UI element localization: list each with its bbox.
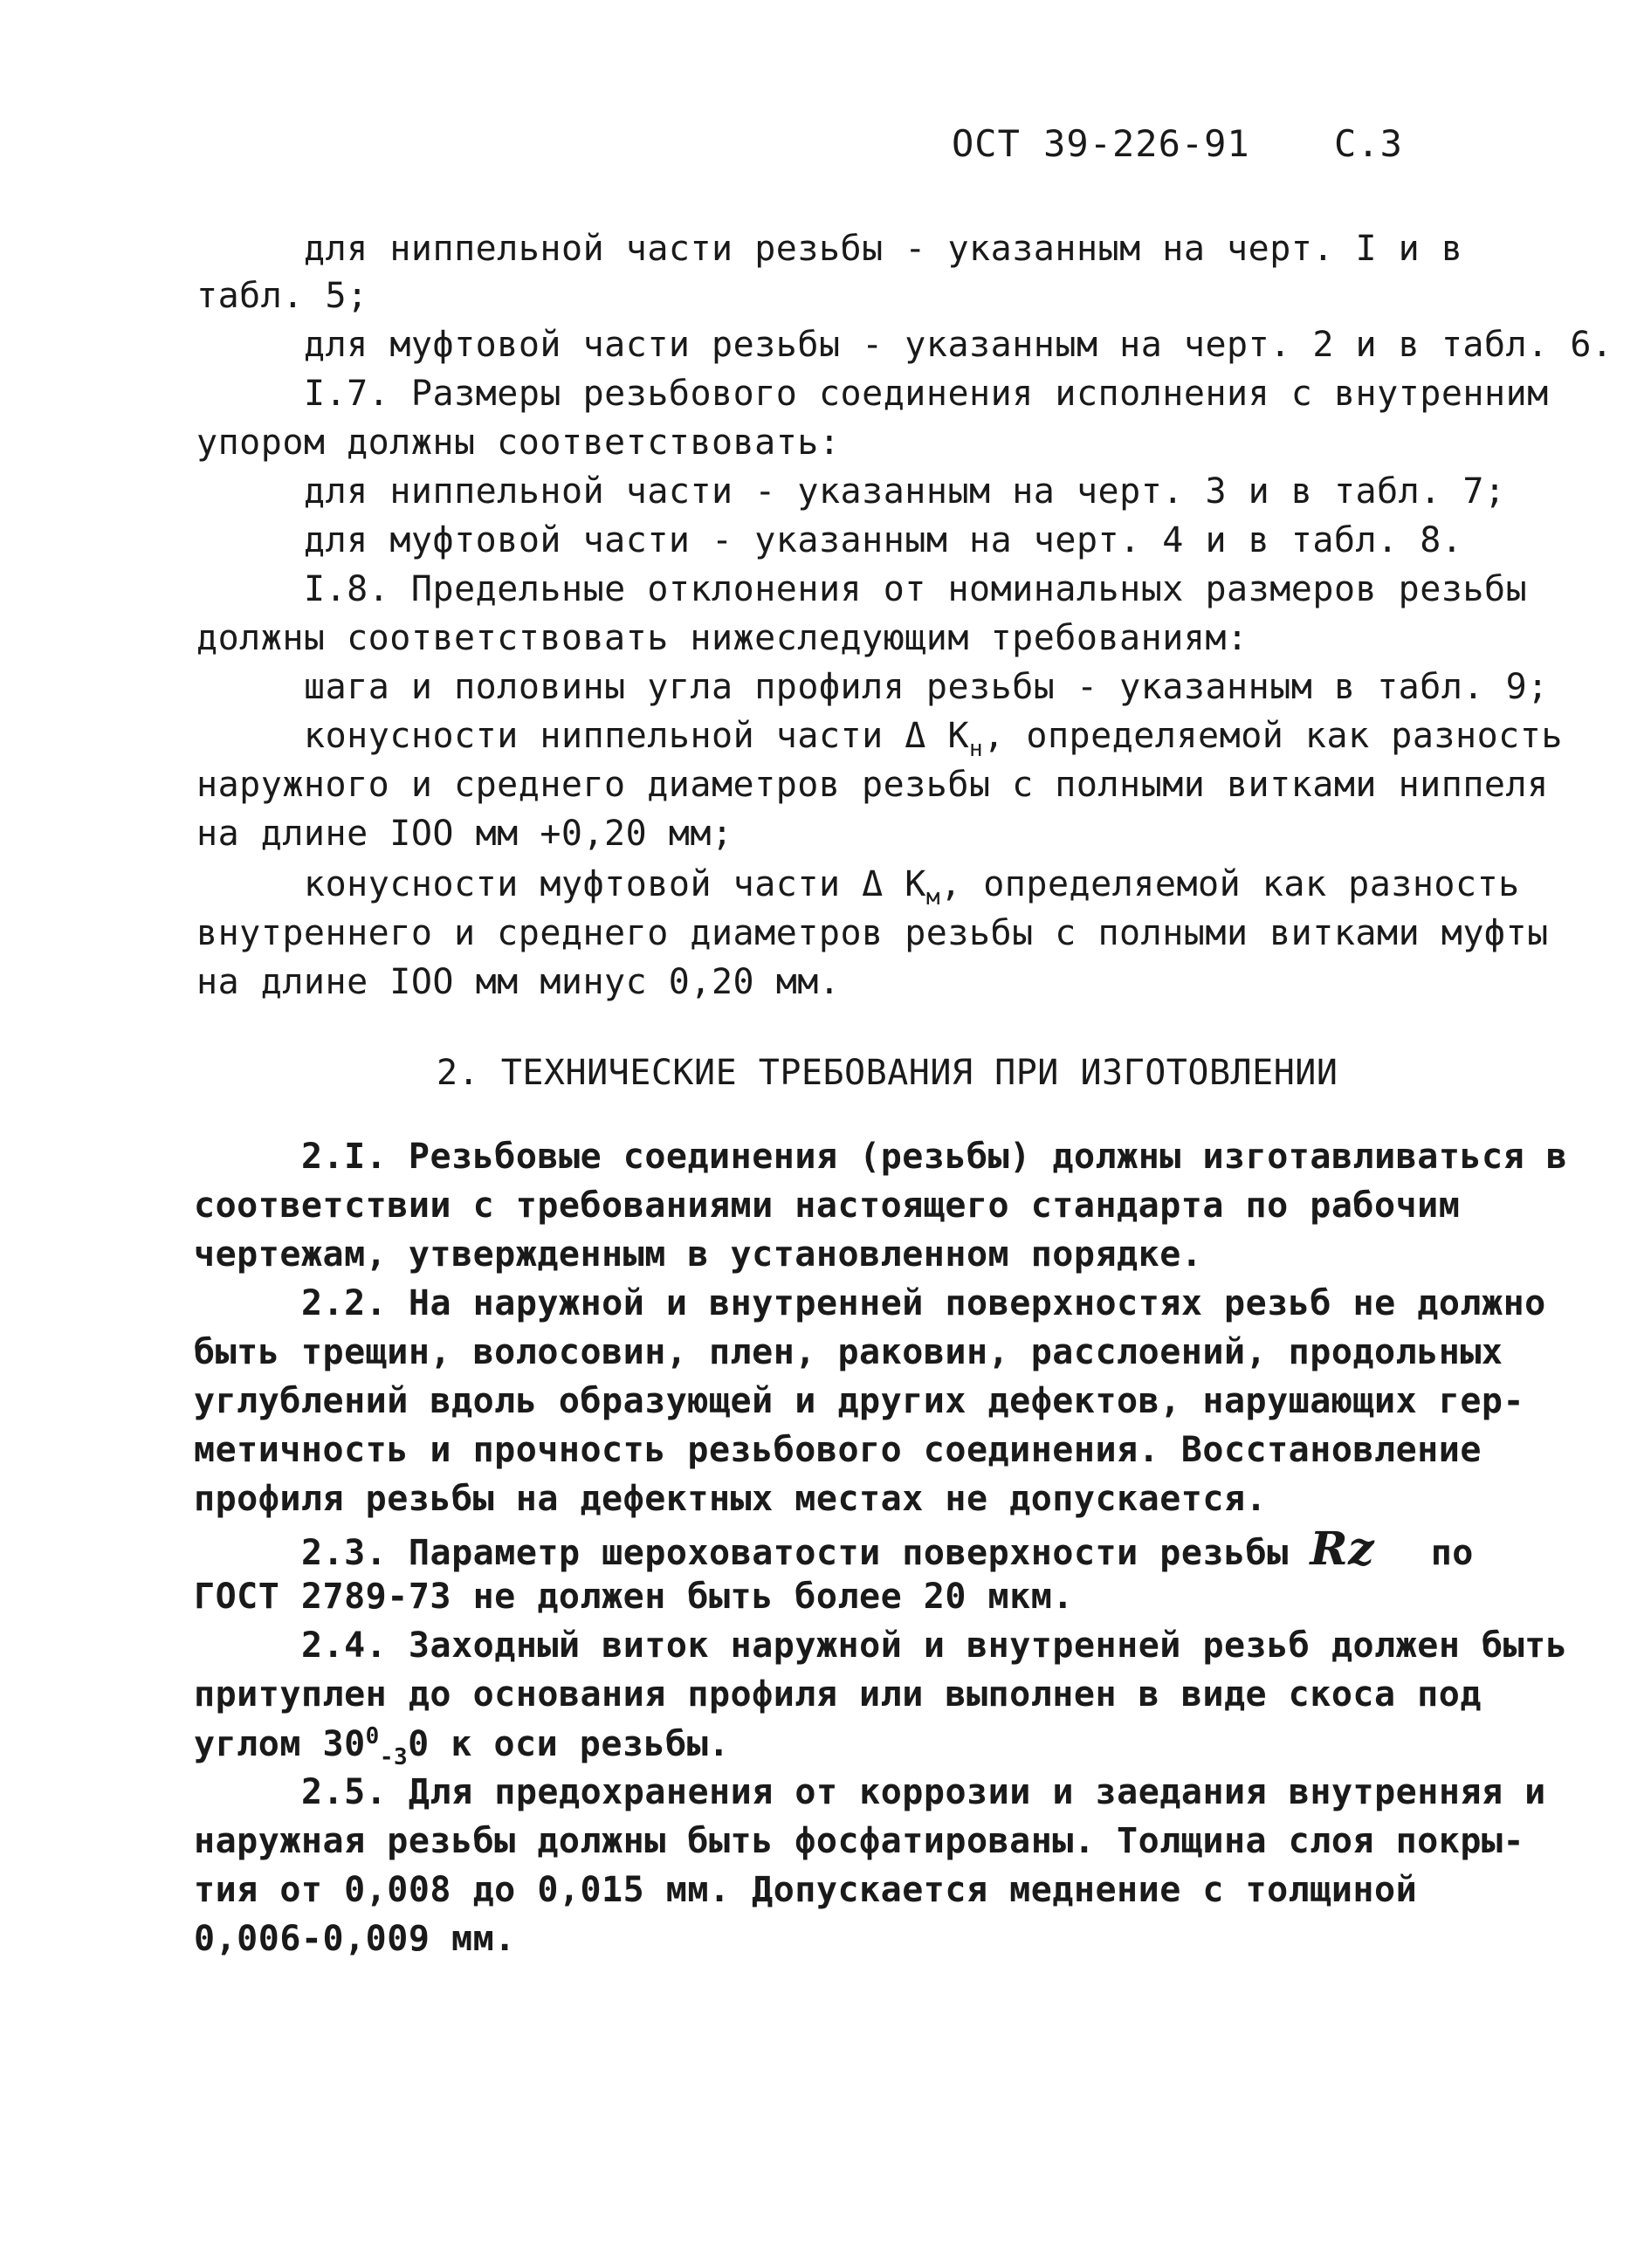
text-line: для муфтовой части резьбы - указанным на черт. 2 и в табл. 6. — [304, 325, 1613, 365]
text-line: табл. 5; — [196, 276, 368, 316]
section-heading: 2. ТЕХНИЧЕСКИЕ ТРЕБОВАНИЯ ПРИ ИЗГОТОВЛЕНИИ — [437, 1053, 1338, 1093]
page-number: С.3 — [1334, 122, 1403, 165]
text-line: I.8. Предельные отклонения от номинальных размеров резьбы — [304, 569, 1528, 609]
text-line: профиля резьбы на дефектных местах не допускается. — [194, 1479, 1268, 1519]
text-line: 2.5. Для предохранения от коррозии и заедания внутренняя и — [301, 1772, 1546, 1812]
text-line-conicity-nipple — [304, 716, 1563, 762]
text-line: 2.I. Резьбовые соединения (резьбы) должны изготавливаться в — [301, 1137, 1568, 1177]
text-fragment: , определяемой как разность — [940, 864, 1520, 904]
subscript: м — [925, 884, 941, 911]
page-header — [952, 122, 1403, 165]
text-fragment: , определяемой как разность — [983, 716, 1563, 756]
text-line: тия от 0,008 до 0,015 мм. Допускается меднение с толщиной — [194, 1870, 1418, 1910]
text-line: на длине IOO мм минус 0,20 мм. — [196, 962, 841, 1002]
text-fragment: конусности ниппельной части Δ К — [304, 716, 970, 756]
text-line: на длине IOO мм +0,20 мм; — [196, 814, 733, 854]
text-line-conicity-coupling — [304, 864, 1520, 911]
subscript: -3 — [379, 1744, 409, 1770]
text-line: притуплен до основания профиля или выполнен в виде скоса под — [194, 1674, 1482, 1715]
text-line: I.7. Размеры резьбового соединения исполнения с внутренним — [304, 374, 1549, 414]
text-fragment: 2.3. Параметр шероховатости поверхности резьбы — [301, 1533, 1289, 1573]
text-line: 2.2. На наружной и внутренней поверхностях резьб не должно — [301, 1283, 1546, 1323]
text-line: 2.4. Заходный виток наружной и внутренней резьб должен быть — [301, 1625, 1568, 1666]
text-fragment: углом 30 — [194, 1724, 366, 1764]
text-line: быть трещин, волосовин, плен, раковин, расслоений, продольных — [194, 1332, 1503, 1372]
rz-symbol: Rz — [1310, 1522, 1375, 1576]
text-line: наружная резьбы должны быть фосфатированы. Толщина слоя покры- — [194, 1821, 1525, 1861]
text-line-angle — [194, 1723, 730, 1770]
text-line: наружного и среднего диаметров резьбы с полными витками ниппеля — [196, 765, 1549, 805]
text-line: метичность и прочность резьбового соединения. Восстановление — [194, 1430, 1482, 1470]
text-line: шага и половины угла профиля резьбы - указанным в табл. 9; — [304, 667, 1549, 707]
text-fragment: 0 к оси резьбы. — [408, 1724, 730, 1764]
text-line: ГОСТ 2789-73 не должен быть более 20 мкм. — [194, 1577, 1074, 1617]
text-line: для муфтовой части - указанным на черт. 4 и в табл. 8. — [304, 520, 1463, 560]
text-line: чертежам, утвержденным в установленном порядке. — [194, 1234, 1203, 1275]
text-line: 0,006-0,009 мм. — [194, 1919, 516, 1959]
text-line: должны соответствовать нижеследующим требованиям: — [196, 618, 1249, 658]
text-line: для ниппельной части - указанным на черт. 3 и в табл. 7; — [304, 471, 1506, 512]
superscript: 0 — [365, 1723, 380, 1749]
text-line: внутреннего и среднего диаметров резьбы с полными витками муфты — [196, 913, 1549, 953]
text-line: упором должны соответствовать: — [196, 423, 841, 463]
text-line-roughness — [301, 1522, 1474, 1576]
subscript: н — [969, 736, 984, 762]
standard-code: ОСТ 39-226-91 — [952, 122, 1250, 165]
text-line: соответствии с требованиями настоящего стандарта по рабочим — [194, 1186, 1461, 1226]
text-line: для ниппельной части резьбы - указанным на черт. I и в — [304, 229, 1463, 269]
text-line: углублений вдоль образующей и других дефектов, нарушающих гер- — [194, 1381, 1525, 1421]
text-fragment: конусности муфтовой части Δ К — [304, 864, 926, 904]
text-fragment: по — [1430, 1533, 1474, 1573]
